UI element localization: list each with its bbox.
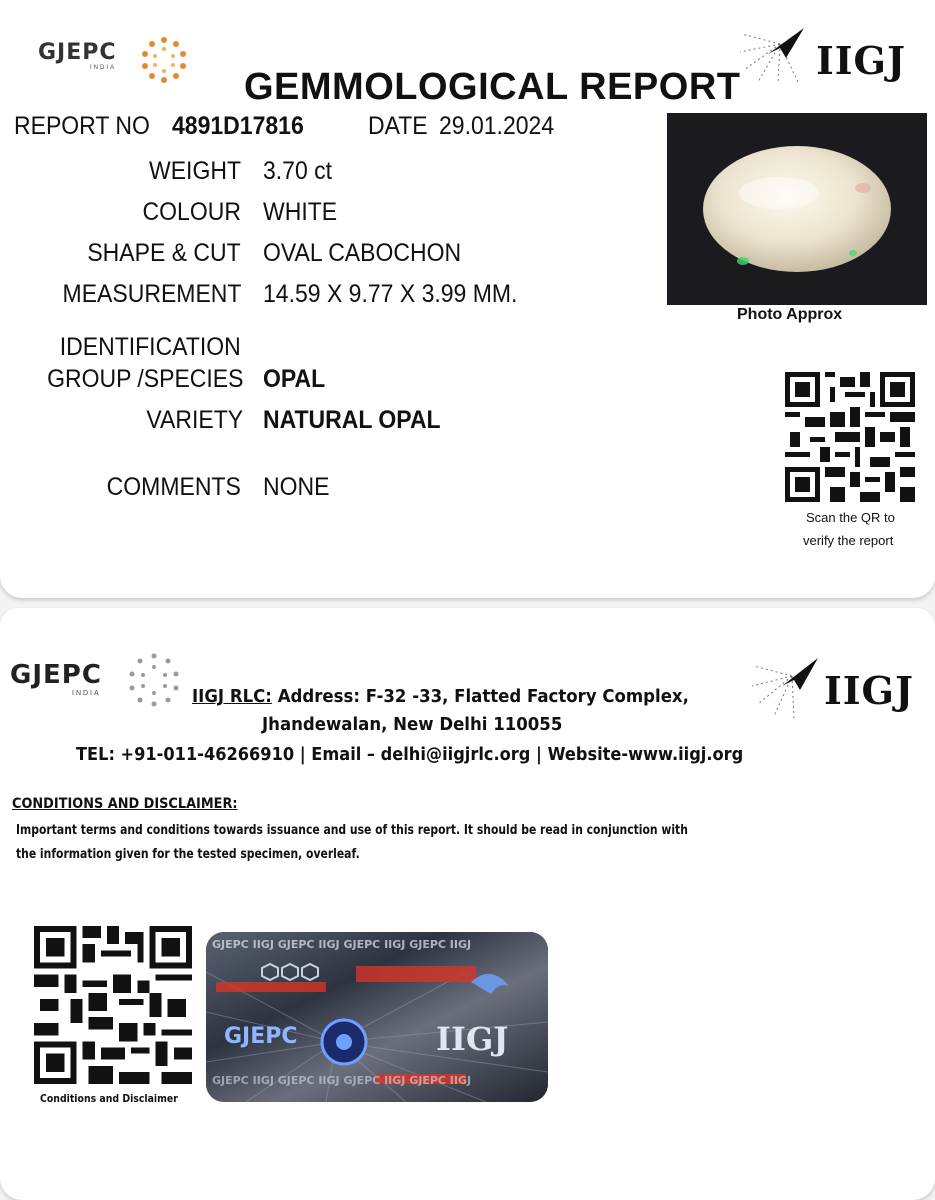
variety-value: NATURAL OPAL — [263, 406, 441, 434]
hologram-pattern-text: GJEPC IIGJ GJEPC IIGJ GJEPC IIGJ GJEPC IIGJ — [212, 938, 472, 951]
photo-caption: Photo Approx — [737, 306, 843, 323]
measurement-value: 14.59 X 9.77 X 3.99 MM. — [263, 280, 518, 308]
address-prefix: IIGJ RLC: — [192, 686, 272, 707]
colour-label: COLOUR — [142, 198, 241, 226]
qr-code-back-icon — [34, 926, 192, 1084]
contact-line: TEL: +91-011-46266910 | Email – delhi@iigjrlc.org | Website-www.iigj.org — [76, 744, 744, 765]
shape-cut-label: SHAPE & CUT — [87, 239, 241, 267]
shape-cut-value: OVAL CABOCHON — [263, 239, 462, 267]
conditions-line2: the information given for the tested specimen, overleaf. — [16, 846, 360, 862]
identification-label: IDENTIFICATION — [59, 333, 241, 361]
opal-stone-image — [667, 113, 927, 305]
address-line1 — [192, 686, 689, 707]
gjepc-logo-back-text: GJEPC — [10, 660, 102, 690]
address-text: Address: F-32 -33, Flatted Factory Complex, — [271, 686, 689, 707]
report-front-card — [0, 0, 935, 598]
weight-value: 3.70 ct — [263, 157, 333, 185]
group-species-value: OPAL — [263, 365, 326, 393]
hologram-iigj-text: IIGJ — [436, 1020, 509, 1058]
hologram-pattern-text-bottom: GJEPC IIGJ GJEPC IIGJ GJEPC IIGJ GJEPC IIGJ — [212, 1074, 472, 1087]
iigj-logo-back-text: IIGJ — [824, 668, 914, 713]
report-back-card — [0, 608, 935, 1200]
gjepc-logo-back — [10, 660, 102, 697]
iigj-rays-icon — [740, 24, 810, 84]
weight-label: WEIGHT — [149, 157, 241, 185]
verify-qr-code[interactable] — [785, 372, 915, 502]
address-line2: Jhandewalan, New Delhi 110055 — [262, 714, 563, 735]
conditions-qr-code[interactable] — [34, 926, 192, 1088]
variety-label: VARIETY — [146, 406, 243, 434]
comments-value: NONE — [263, 473, 330, 501]
gem-photo — [667, 113, 927, 305]
gjepc-logo — [38, 40, 117, 71]
measurement-label: MEASUREMENT — [62, 280, 241, 308]
report-no-label: REPORT NO — [14, 112, 150, 140]
colour-value: WHITE — [263, 198, 338, 226]
comments-label: COMMENTS — [106, 473, 241, 501]
conditions-line1: Important terms and conditions towards issuance and use of this report. It should be read in conjunction with — [16, 822, 688, 838]
qr-code-icon — [785, 372, 915, 502]
qr-caption-line1: Scan the QR to — [806, 510, 895, 525]
qr-caption-line2: verify the report — [803, 533, 894, 548]
gjepc-logo-back-sub: INDIA — [72, 690, 101, 697]
date-label: DATE — [368, 112, 428, 140]
conditions-heading: CONDITIONS AND DISCLAIMER: — [12, 796, 238, 812]
iigj-back-rays-icon — [752, 652, 822, 718]
gjepc-logo-sub: INDIA — [90, 65, 117, 71]
security-hologram — [206, 932, 548, 1102]
gjepc-back-sunburst-icon — [124, 650, 184, 710]
conditions-qr-caption: Conditions and Disclaimer — [40, 1092, 178, 1105]
group-species-label: GROUP /SPECIES — [46, 365, 243, 393]
date-value: 29.01.2024 — [439, 112, 555, 140]
report-no-value: 4891D17816 — [172, 112, 304, 140]
gjepc-logo-text: GJEPC — [38, 40, 117, 65]
iigj-logo-text: IIGJ — [816, 38, 906, 83]
hologram-gjepc-text: GJEPC — [224, 1024, 298, 1049]
report-title: GEMMOLOGICAL REPORT — [244, 66, 741, 108]
gjepc-sunburst-icon — [138, 34, 190, 86]
